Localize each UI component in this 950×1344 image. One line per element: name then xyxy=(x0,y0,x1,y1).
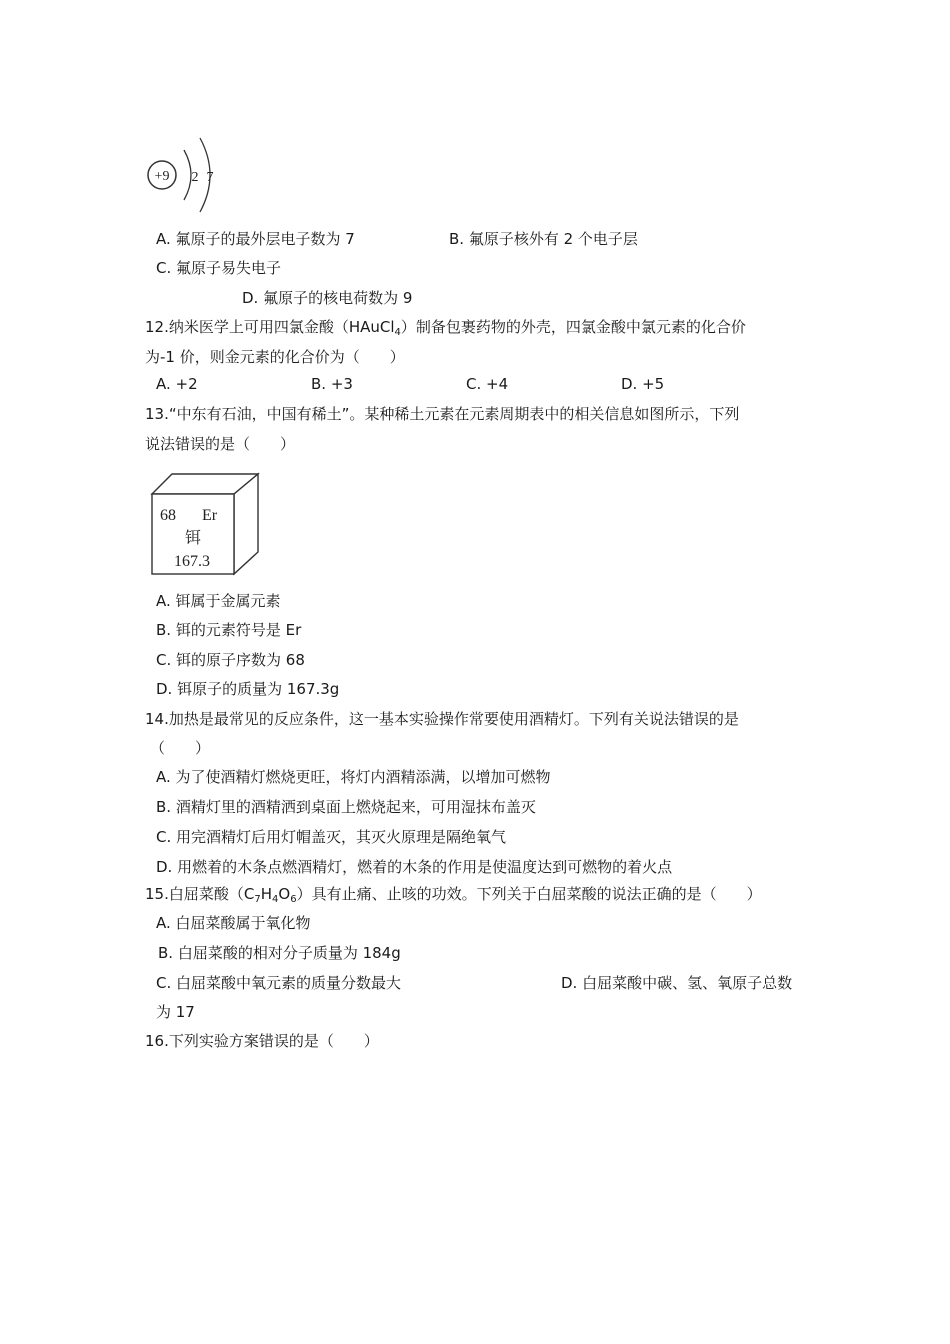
q15-option-d: D. 白屈菜酸中碳、氢、氧原子总数 xyxy=(561,974,793,992)
q13-stem-line1: 13.“中东有石油，中国有稀土”。某种稀土元素在元素周期表中的相关信息如图所示，下列 xyxy=(145,405,740,423)
q12-stem-line1 xyxy=(145,317,746,337)
q14-option-a: A. 为了使酒精灯燃烧更旺，将灯内酒精添满，以增加可燃物 xyxy=(156,768,551,786)
q15-option-d-continued: 为 17 xyxy=(156,1003,195,1021)
q12-option-a: A. +2 xyxy=(156,375,198,393)
q13-option-d: D. 铒原子的质量为 167.3g xyxy=(156,680,340,698)
q14-stem-line1: 14.加热是最常见的反应条件，这一基本实验操作常要使用酒精灯。下列有关说法错误的是 xyxy=(145,710,739,728)
q12-option-c: C. +4 xyxy=(466,375,509,393)
q15-stem-post: ）具有止痛、止咳的功效。下列关于白屈菜酸的说法正确的是（ ） xyxy=(296,885,762,903)
shell-arc-1 xyxy=(184,150,191,200)
element-symbol: Er xyxy=(202,507,218,524)
q15-h: H xyxy=(260,885,272,903)
q13-option-a: A. 铒属于金属元素 xyxy=(156,592,281,610)
q12-option-d: D. +5 xyxy=(621,375,665,393)
q14-option-d: D. 用燃着的木条点燃酒精灯，燃着的木条的作用是使温度达到可燃物的着火点 xyxy=(156,858,673,876)
q13-stem-line2: 说法错误的是（ ） xyxy=(145,435,296,453)
q12-subscript: 4 xyxy=(394,327,401,338)
q13-option-b: B. 铒的元素符号是 Er xyxy=(156,621,302,639)
q11-option-c: C. 氟原子易失电子 xyxy=(156,259,282,277)
fluorine-atom-diagram xyxy=(144,130,224,220)
q15-option-a: A. 白屈菜酸属于氧化物 xyxy=(156,914,311,932)
element-atomic-number: 68 xyxy=(160,507,176,524)
q13-option-c: C. 铒的原子序数为 68 xyxy=(156,651,305,669)
erbium-element-cell xyxy=(148,470,264,578)
shell1-electrons: 2 xyxy=(191,170,199,185)
q16-stem: 16.下列实验方案错误的是（ ） xyxy=(145,1032,379,1050)
q12-stem-post: ）制备包裹药物的外壳，四氯金酸中氯元素的化合价 xyxy=(400,318,746,336)
q15-option-b: B. 白屈菜酸的相对分子质量为 184g xyxy=(158,944,401,962)
q12-stem-pre: 12.纳米医学上可用四氯金酸（HAuCl xyxy=(145,318,395,336)
q12-option-b: B. +3 xyxy=(311,375,353,393)
q15-o: O xyxy=(278,885,291,903)
q15-sub-c: 7 xyxy=(254,894,261,905)
q14-option-c: C. 用完酒精灯后用灯帽盖灭，其灭火原理是隔绝氧气 xyxy=(156,828,507,846)
q11-option-b: B. 氟原子核外有 2 个电子层 xyxy=(449,230,638,248)
q15-stem xyxy=(145,884,762,904)
q15-option-c: C. 白屈菜酸中氧元素的质量分数最大 xyxy=(156,974,402,992)
shell2-electrons: 7 xyxy=(206,170,214,185)
nucleus-label: +9 xyxy=(154,169,170,184)
q15-sub-o: 6 xyxy=(290,894,297,905)
q15-stem-pre: 15.白屈菜酸（C xyxy=(145,885,255,903)
element-name: 铒 xyxy=(184,528,202,547)
q11-option-d: D. 氟原子的核电荷数为 9 xyxy=(242,289,413,307)
element-atomic-mass: 167.3 xyxy=(174,553,210,570)
q11-option-a: A. 氟原子的最外层电子数为 7 xyxy=(156,230,355,248)
q14-option-b: B. 酒精灯里的酒精洒到桌面上燃烧起来，可用湿抹布盖灭 xyxy=(156,798,536,816)
q15-sub-h: 4 xyxy=(272,894,279,905)
q12-stem-line2: 为-1 价，则金元素的化合价为（ ） xyxy=(145,348,405,366)
q14-stem-line2: （ ） xyxy=(150,739,211,757)
